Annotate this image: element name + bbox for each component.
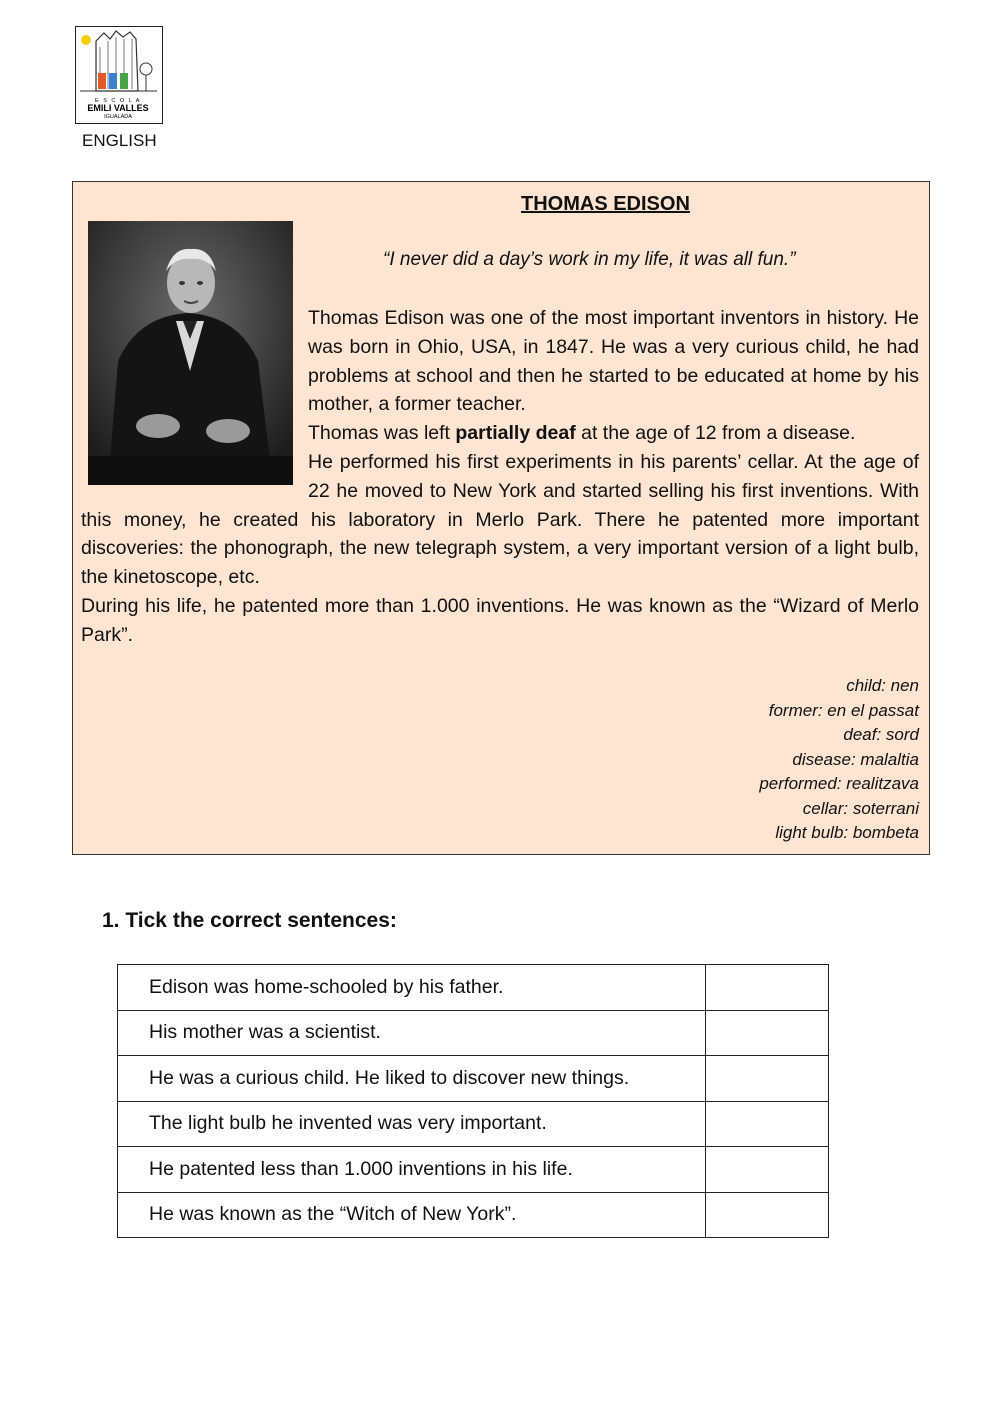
quote: “I never did a day’s work in my life, it was all fun.”	[383, 249, 796, 270]
sentence-cell: His mother was a scientist.	[118, 1010, 706, 1056]
paragraph-4: During his life, he patented more than 1.000 inventions. He was known as the “Wizard of Merlo Park”.	[81, 594, 919, 646]
table-row	[118, 1192, 829, 1238]
tick-box[interactable]	[706, 1010, 829, 1056]
glossary-item: performed: realitzava	[759, 774, 919, 793]
glossary-item: deaf: sord	[843, 725, 919, 744]
glossary-item: child: nen	[846, 676, 919, 695]
paragraph-1: Thomas Edison was one of the most important inventors in history. He was born in Ohio, USA, in 1847. He was a very curious child, he had problems at school and then he started to be educated at home by his mother, a former teacher.	[308, 307, 919, 416]
table-row	[118, 965, 829, 1011]
article-body	[81, 304, 919, 650]
sentence-cell: Edison was home-schooled by his father.	[118, 965, 706, 1011]
glossary-item: former: en el passat	[768, 700, 919, 720]
school-logo	[75, 26, 163, 124]
sentence-cell: He was known as the “Witch of New York”.	[118, 1192, 706, 1238]
table-row	[118, 1101, 829, 1147]
partially-deaf-emphasis: partially deaf	[455, 422, 576, 445]
tick-table	[117, 964, 829, 1238]
exercise-title: 1. Tick the correct sentences:	[102, 909, 397, 932]
reading-box	[72, 181, 930, 855]
logo-line1: E S C O L A	[95, 98, 141, 104]
tick-box[interactable]	[706, 1101, 829, 1147]
tick-box[interactable]	[706, 1147, 829, 1193]
tick-box[interactable]	[706, 1192, 829, 1238]
glossary-item: light bulb: bombeta	[775, 823, 919, 842]
subject-label: ENGLISH	[82, 131, 157, 150]
sentence-cell: He was a curious child. He liked to discover new things.	[118, 1056, 706, 1102]
table-row	[118, 1056, 829, 1102]
table-row	[118, 1010, 829, 1056]
glossary-item: cellar: soterrani	[802, 798, 919, 818]
glossary-item: disease: malaltia	[792, 749, 919, 769]
sentence-cell: The light bulb he invented was very important.	[118, 1101, 706, 1147]
sentence-cell: He patented less than 1.000 inventions in his life.	[118, 1147, 706, 1193]
reading-title: THOMAS EDISON	[521, 193, 690, 215]
paragraph-2-end: at the age of 12 from a disease.	[575, 422, 856, 445]
table-row	[118, 1147, 829, 1193]
logo-line2: EMILI VALLES	[87, 103, 149, 113]
tick-box[interactable]	[706, 965, 829, 1011]
tick-box[interactable]	[706, 1056, 829, 1102]
paragraph-2-start: Thomas was left	[308, 422, 456, 445]
glossary	[759, 674, 919, 846]
paragraph-3: He performed his first experiments in his parents’ cellar. At the age of 22 he moved to New York and started selling his first inventions. With this money, he created his laboratory in Merlo Park. There he patented more important discoveries: the phonograph, the new telegraph system, a very important version of a light bulb, the kinetoscope, etc.	[81, 450, 919, 589]
logo-line3: IGUALADA	[104, 114, 132, 120]
